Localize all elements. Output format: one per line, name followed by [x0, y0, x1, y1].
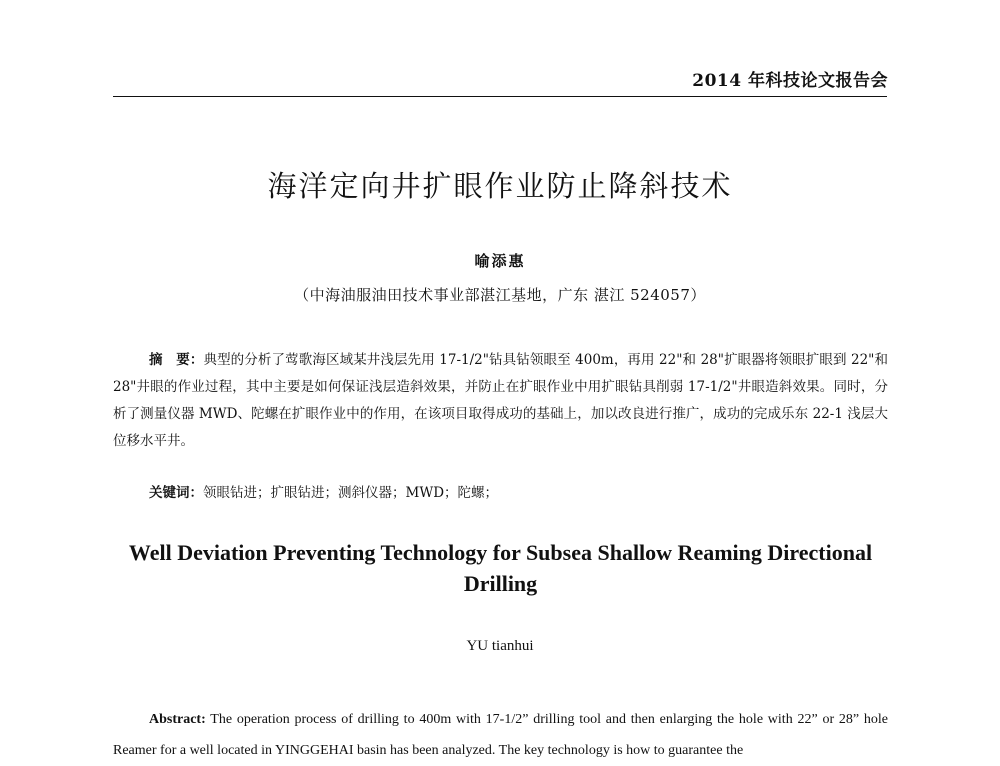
keywords-cn-label: 关键词： — [149, 485, 203, 501]
abstract-cn-text: 典型的分析了莺歌海区域某井浅层先用 17-1/2"钻具钻领眼至 400m，再用 22"和 28"扩眼器将领眼扩眼到 22"和 28"井眼的作业过程，其中主要是如何保证浅层造斜效果，并防止在扩眼作业中用扩眼钻具削弱 17-1/2"井眼造斜效果。同时，分析了测量仪器 MWD、陀螺在扩眼作业中的作用，在该项目取得成功的基础上，加以改良进行推广，成功的完成乐东 22-1 浅层大位移水平井。 — [113, 352, 888, 449]
paper-title-cn: 海洋定向井扩眼作业防止降斜技术 — [267, 169, 733, 203]
keywords-cn-text: 领眼钻进；扩眼钻进；测斜仪器；MWD；陀螺； — [203, 485, 499, 501]
abstract-en-label: Abstract: — [149, 712, 206, 727]
paper-title-en: Well Deviation Preventing Technology for Subsea Shallow Reaming Directional Drilling — [128, 540, 873, 596]
abstract-en-text: The operation process of drilling to 400m with 17-1/2” drilling tool and then enlarging the hole with 22” or 28” hole Reamer for a well located in YINGGEHAI basin has been analyzed. The key technology is how to guarantee the — [113, 712, 888, 758]
header-rule — [113, 96, 887, 97]
abstract-cn — [113, 347, 888, 455]
abstract-cn-label: 摘 要： — [149, 352, 204, 368]
abstract-en — [113, 704, 888, 766]
author-affiliation-cn: （中海油服油田技术事业部湛江基地，广东 湛江 524057） — [294, 286, 706, 304]
author-name-en: YU tianhui — [466, 638, 534, 654]
author-name-cn: 喻添惠 — [474, 252, 526, 270]
running-head: 2014 年科技论文报告会 — [692, 71, 888, 91]
keywords-cn — [149, 481, 498, 501]
